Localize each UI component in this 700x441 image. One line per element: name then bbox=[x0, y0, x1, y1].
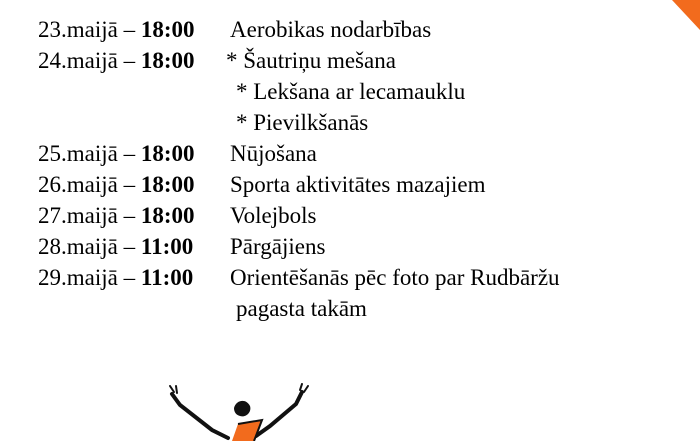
schedule-date: 28.maijā – bbox=[38, 234, 141, 259]
schedule-activity: Volejbols bbox=[230, 203, 317, 228]
schedule-row bbox=[38, 293, 678, 324]
schedule-row bbox=[38, 107, 678, 138]
schedule-time: 18:00 bbox=[140, 203, 195, 228]
schedule-activity: Pārgājiens bbox=[230, 234, 326, 259]
schedule-time: 11:00 bbox=[140, 234, 194, 259]
schedule-date: 27.maijā – bbox=[38, 203, 141, 228]
schedule-time: 18:00 bbox=[140, 172, 195, 197]
schedule-date: 26.maijā – bbox=[38, 172, 141, 197]
schedule-activity: Orientēšanās pēc foto par Rudbāržu bbox=[230, 265, 560, 290]
schedule-time: 18:00 bbox=[140, 141, 195, 166]
schedule-date: 29.maijā – bbox=[38, 265, 141, 290]
schedule-row bbox=[38, 45, 678, 76]
schedule-activity: * Pievilkšanās bbox=[236, 110, 369, 135]
schedule-activity: Sporta aktivitātes mazajiem bbox=[230, 172, 486, 197]
schedule-date: 25.maijā – bbox=[38, 141, 141, 166]
schedule-row bbox=[38, 231, 678, 262]
schedule-row bbox=[38, 169, 678, 200]
schedule-row bbox=[38, 138, 678, 169]
schedule-time: 11:00 bbox=[140, 265, 194, 290]
schedule-time: 18:00 bbox=[140, 48, 195, 73]
schedule-activity: Nūjošana bbox=[230, 141, 317, 166]
schedule-row bbox=[38, 76, 678, 107]
schedule-row bbox=[38, 14, 678, 45]
event-schedule bbox=[38, 14, 678, 324]
schedule-activity: pagasta takām bbox=[236, 296, 367, 321]
schedule-row bbox=[38, 200, 678, 231]
schedule-time: 18:00 bbox=[140, 17, 195, 42]
schedule-activity: * Šautriņu mešana bbox=[226, 48, 396, 73]
schedule-activity: * Lekšana ar lecamauklu bbox=[236, 79, 466, 104]
schedule-date: 23.maijā – bbox=[38, 17, 141, 42]
cheering-figure-icon bbox=[150, 380, 350, 441]
schedule-activity: Aerobikas nodarbības bbox=[230, 17, 432, 42]
schedule-date: 24.maijā – bbox=[38, 48, 141, 73]
schedule-row bbox=[38, 262, 678, 293]
